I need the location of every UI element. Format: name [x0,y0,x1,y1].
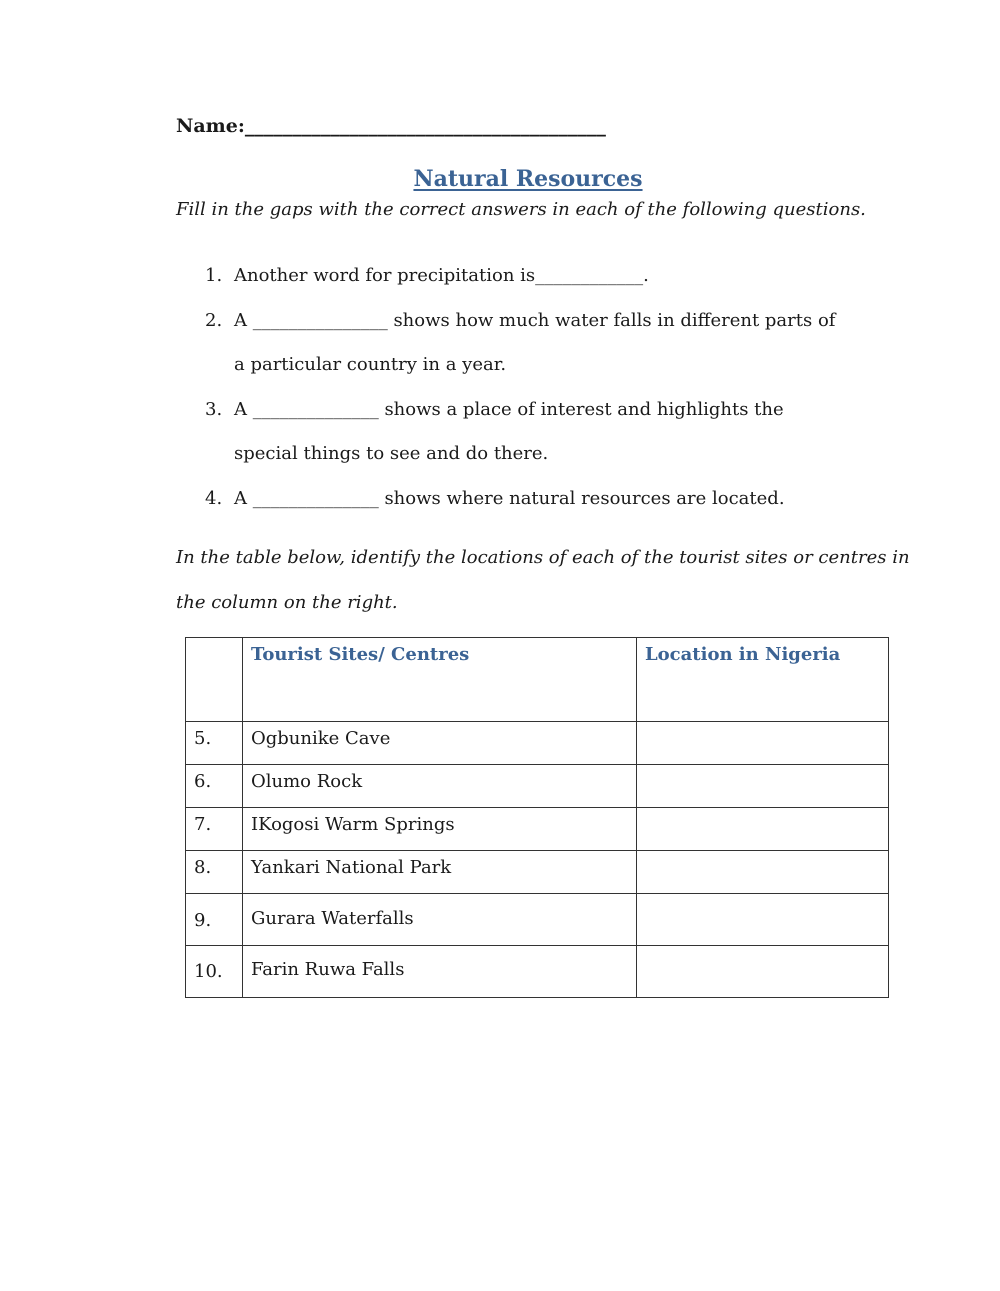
site-name: Olumo Rock [243,765,637,808]
header-tourist-sites: Tourist Sites/ Centres [243,638,637,722]
question-text: A _______________ shows how much water falls in different parts of [234,310,836,331]
table-row [186,946,889,998]
table-row [186,722,889,765]
row-number: 10. [186,946,243,998]
location-answer-cell[interactable] [637,851,889,894]
instructions-table: In the table below, identify the locations of each of the tourist sites or centres in [176,547,910,568]
question-text: Another word for precipitation is____________. [234,265,649,286]
row-number: 6. [186,765,243,808]
site-name: Ogbunike Cave [243,722,637,765]
instructions-table-continued: the column on the right. [176,592,398,613]
instructions-fill-gaps: Fill in the gaps with the correct answers in each of the following questions. [176,199,866,220]
page-title: Natural Resources [413,166,643,192]
question-number: 1. [205,265,223,286]
location-answer-cell[interactable] [637,946,889,998]
row-number: 7. [186,808,243,851]
site-name: IKogosi Warm Springs [243,808,637,851]
table-row [186,894,889,946]
question-text: A ______________ shows a place of interest and highlights the [234,399,784,420]
question-text-continued: special things to see and do there. [234,443,549,464]
site-name: Gurara Waterfalls [243,894,637,946]
row-number: 5. [186,722,243,765]
row-number: 8. [186,851,243,894]
location-answer-cell[interactable] [637,765,889,808]
location-answer-cell[interactable] [637,808,889,851]
table-row [186,765,889,808]
site-name: Yankari National Park [243,851,637,894]
site-name: Farin Ruwa Falls [243,946,637,998]
question-number: 3. [205,399,223,420]
header-number [186,638,243,722]
question-text-continued: a particular country in a year. [234,354,507,375]
question-number: 2. [205,310,223,331]
table-row [186,851,889,894]
header-location: Location in Nigeria [637,638,889,722]
question-text: A ______________ shows where natural resources are located. [234,488,785,509]
location-answer-cell[interactable] [637,722,889,765]
name-field-label: Name:______________________________________ [176,115,606,137]
row-number: 9. [186,894,243,946]
table-header-row [186,638,889,722]
location-answer-cell[interactable] [637,894,889,946]
table-row [186,808,889,851]
tourist-sites-table [185,637,889,998]
question-number: 4. [205,488,223,509]
